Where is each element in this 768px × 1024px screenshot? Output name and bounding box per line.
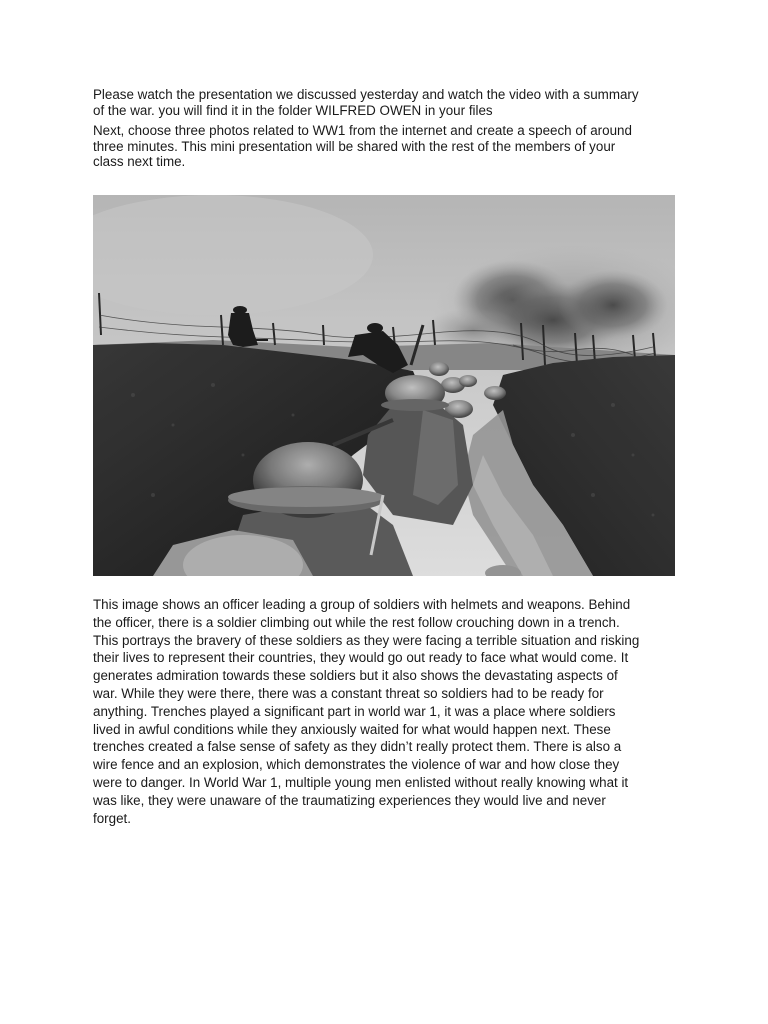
- text-line: forget.: [93, 810, 131, 826]
- text-line: lived in awful conditions while they anxiously waited for what would happen next. These: [93, 721, 611, 737]
- text-line: class next time.: [93, 154, 186, 170]
- text-line: generates admiration towards these soldiers but it also shows the devastating aspects of: [93, 668, 618, 684]
- text-line: war. While they were there, there was a constant threat so soldiers had to be ready for: [93, 685, 604, 701]
- text-line: of the war. you will find it in the folder WILFRED OWEN in your files: [93, 102, 493, 118]
- text-line: Next, choose three photos related to WW1 from the internet and create a speech of around: [93, 123, 632, 139]
- text-line: three minutes. This mini presentation will be shared with the rest of the members of your: [93, 138, 616, 154]
- text-line: This image shows an officer leading a group of soldiers with helmets and weapons. Behind: [93, 597, 631, 612]
- instructions: [93, 87, 683, 175]
- text-line: were to danger. In World War 1, multiple young men enlisted without really knowing what it: [93, 774, 629, 790]
- text-line: the officer, there is a soldier climbing out while the rest follow crouching down in a trench.: [93, 614, 620, 630]
- text-line: This portrays the bravery of these soldiers as they were facing a terrible situation and risking: [93, 632, 640, 648]
- text-line: anything. Trenches played a significant part in world war 1, it was a place where soldiers: [93, 703, 616, 719]
- text-line: trenches created a false sense of safety as they didn’t really protect them. There is also a: [93, 739, 622, 755]
- text-line: Please watch the presentation we discussed yesterday and watch the video with a summary: [93, 87, 639, 102]
- photo-description: [93, 596, 683, 827]
- text-line: wire fence and an explosion, which demonstrates the violence of war and how close they: [93, 757, 620, 773]
- instruction-paragraph-1: [93, 87, 683, 118]
- text-line: was like, they were unaware of the traumatizing experiences they would live and never: [93, 792, 606, 808]
- instruction-paragraph-2: [93, 123, 683, 170]
- trench-photo: [93, 195, 675, 576]
- trench-photo-icon: [93, 195, 675, 576]
- text-line: their lives to represent their countries, they would go out ready to face what would come. It: [93, 650, 629, 666]
